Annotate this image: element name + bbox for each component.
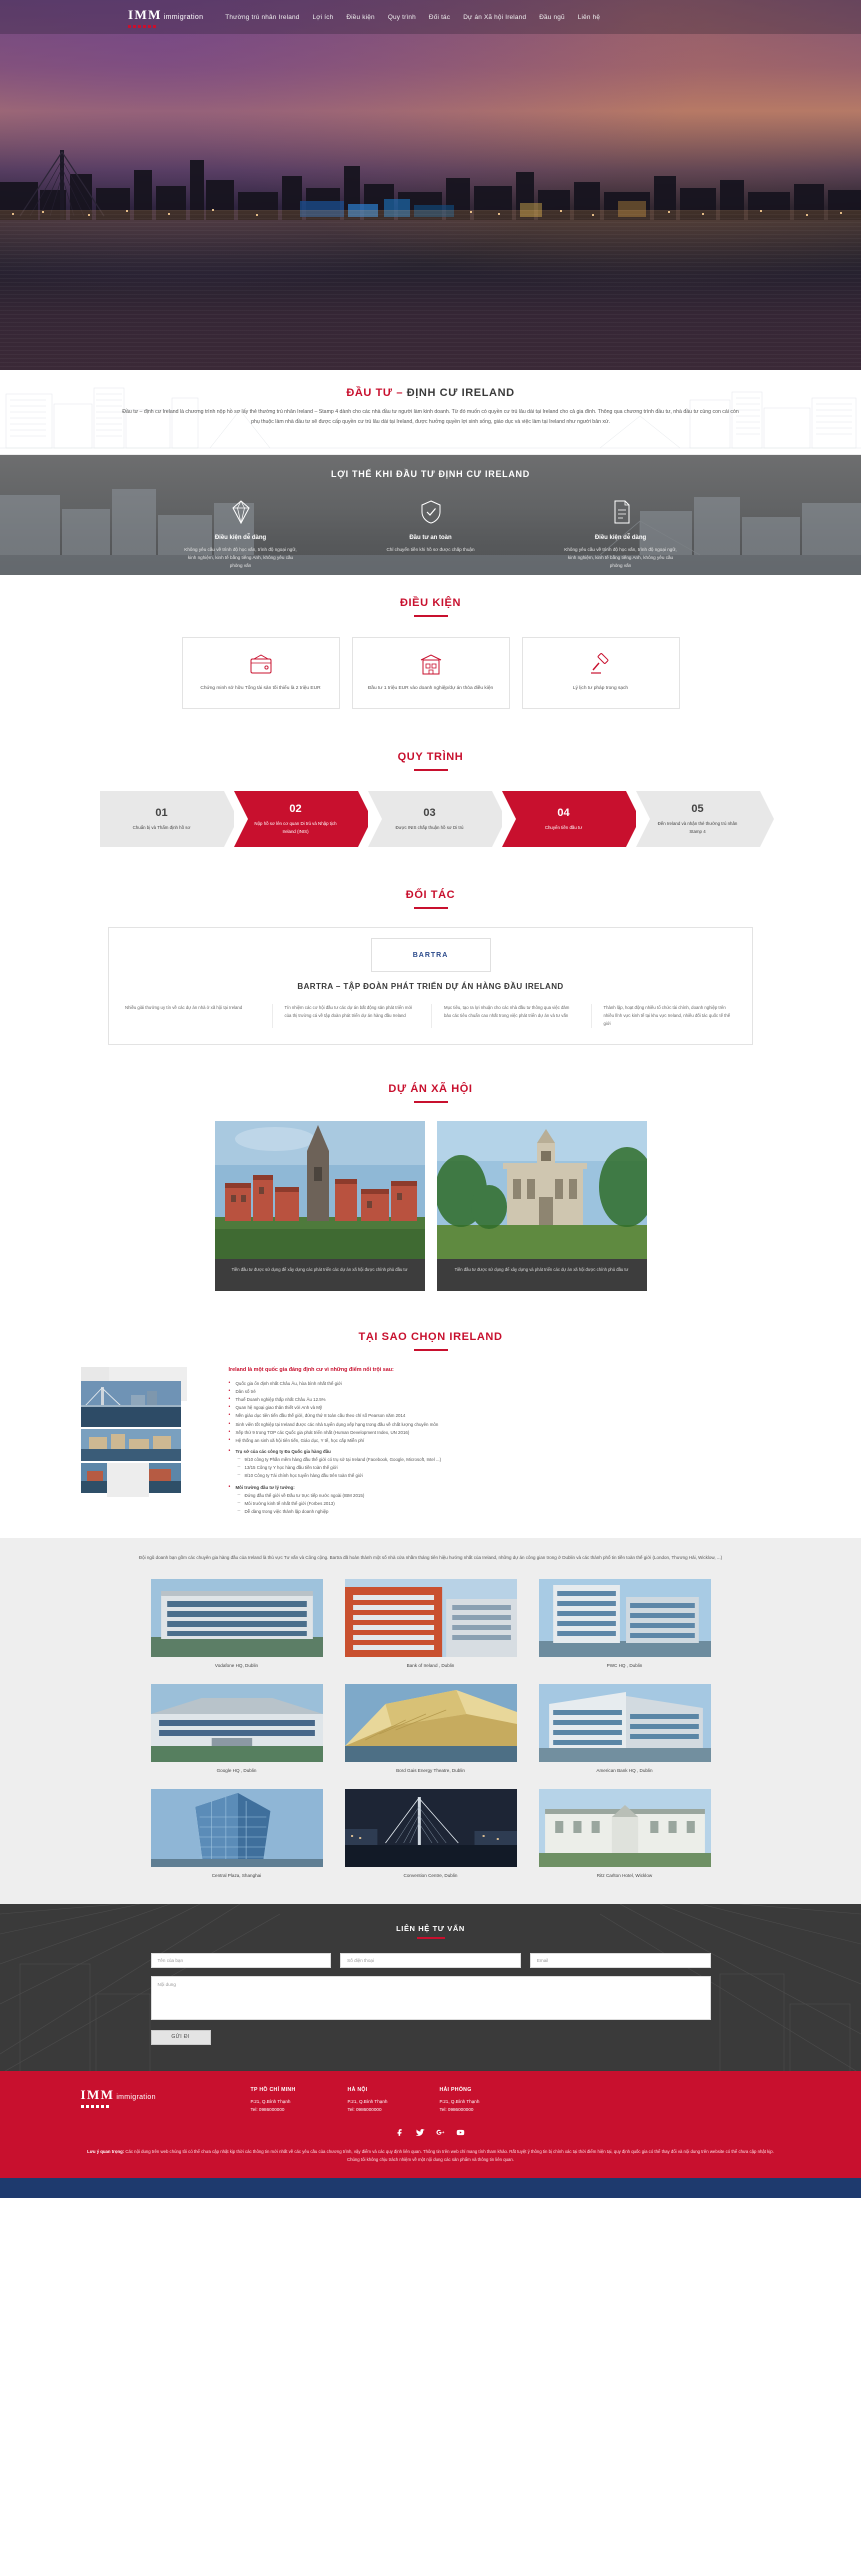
document-icon bbox=[606, 497, 636, 527]
company-caption-5: Bord Gais Energy Theatre, Dublin bbox=[396, 1767, 465, 1773]
wallet-icon bbox=[248, 652, 274, 678]
process-step-1 bbox=[100, 791, 224, 847]
partners-section bbox=[0, 873, 861, 1069]
message-field[interactable]: Nội dung bbox=[151, 1976, 711, 2020]
hero-section bbox=[0, 0, 861, 370]
phone-field[interactable]: Số điện thoại bbox=[340, 1953, 521, 1968]
advantages-section bbox=[0, 455, 861, 575]
contact-underline bbox=[417, 1937, 445, 1939]
companies-section bbox=[0, 1538, 861, 1904]
advantage-text-2: Chỉ chuyển tiền khi hồ sơ được chấp thuận bbox=[386, 547, 475, 552]
footer-row bbox=[81, 2087, 781, 2115]
nav-item-dau-ngu[interactable]: Đầu ngũ bbox=[539, 13, 565, 21]
company-image-6 bbox=[539, 1684, 711, 1762]
why-bullet-16: – Dễ dàng trong việc thành lập doanh nghiệp bbox=[229, 1508, 781, 1516]
process-section bbox=[0, 733, 861, 873]
why-bullet-2: • Dân số trẻ bbox=[229, 1388, 781, 1396]
city-lights bbox=[0, 195, 861, 225]
company-cell-2[interactable] bbox=[345, 1579, 517, 1668]
why-text bbox=[229, 1367, 781, 1516]
process-step-5 bbox=[636, 791, 760, 847]
company-caption-4: Google HQ , Dublin bbox=[216, 1767, 257, 1773]
process-step-number-5: 05 bbox=[691, 803, 704, 816]
advantage-item-1 bbox=[182, 497, 300, 570]
company-caption-8: Convention Centre, Dublin bbox=[403, 1872, 458, 1878]
footer-office-1 bbox=[251, 2087, 296, 2115]
social-links bbox=[0, 2127, 861, 2138]
legal-text: Các nội dung trên web chúng tôi có thể chưa cập nhật kịp thời các thông tin mới nhất về các yêu cầu của chương trình, vậy điểm và các quy định liên quan. Thông tin trên web chỉ mang tính tham khảo. Rất tuyệt ý thông tin bị chính xác tại thời điểm hiện tại, quy định quốc gia có thể thay đổi và nội dung trên website có thể chưa cập nhật kịp. Chúng tôi không chịu trách nhiệm về một nội dung các sản phẩm và thông tin liên quan. bbox=[124, 2149, 774, 2163]
condition-text-1: Chứng minh sở hữu Tổng tài sản tối thiểu là 2 triệu EUR bbox=[200, 686, 321, 692]
footer-office-2 bbox=[348, 2087, 388, 2115]
partner-logo: BARTRA bbox=[371, 938, 491, 972]
office-address-3: P.21, Q.Bình Thạnh bbox=[439, 2098, 480, 2104]
company-image-9 bbox=[539, 1789, 711, 1867]
company-image-4 bbox=[151, 1684, 323, 1762]
social-title: DỰ ÁN XÃ HỘI bbox=[388, 1082, 473, 1095]
why-bullet-9: • Trụ sở của các công ty Đa Quốc gia hàng đầu bbox=[229, 1448, 781, 1456]
intro-title-part1: ĐẦU TƯ bbox=[346, 387, 393, 399]
company-cell-5[interactable] bbox=[345, 1684, 517, 1773]
logo-word: immigration bbox=[163, 13, 204, 21]
condition-text-2: Đầu tư 1 triệu EUR vào doanh nghiệp/dự án thỏa điều kiện bbox=[367, 686, 494, 692]
site-logo[interactable] bbox=[128, 7, 203, 28]
why-bullet-3: • Thuế Doanh nghiệp thấp nhất Châu Âu 12.5% bbox=[229, 1396, 781, 1404]
intro-title-part2: ĐỊNH CƯ IRELAND bbox=[406, 387, 515, 399]
advantage-item-2 bbox=[372, 497, 490, 570]
advantage-item-3 bbox=[562, 497, 680, 570]
process-step-desc-4: Chuyển tiền đầu tư bbox=[544, 824, 583, 830]
office-tel-2: Tel: 0986000000 bbox=[347, 2107, 382, 2113]
why-bullet-6: • Sinh viên tốt nghiệp tại Ireland được các nhà tuyển dụng xếp hạng trong đầu về chất lượng chuyên môn bbox=[229, 1421, 781, 1429]
condition-card-2 bbox=[352, 637, 510, 709]
footer-logo-word: immigration bbox=[116, 2093, 156, 2101]
company-caption-6: American Bank HQ , Dublin bbox=[596, 1767, 653, 1773]
why-bullet-10: – 9/10 công ty Phần mềm hàng đầu thế giới có trụ sở tại Ireland (Facebook, Google, Microsoft, Intel ...) bbox=[229, 1456, 781, 1464]
advantage-text-1: Không yêu cầu về trình độ học vấn, trình độ ngoại ngữ, kinh nghiệm, kinh tế bằng tiếng Anh, không yêu cầu phỏng vấn bbox=[184, 547, 297, 569]
submit-button[interactable]: GỬI ĐI bbox=[151, 2030, 211, 2045]
process-step-desc-1: Chuẩn bị và Thẩm định hồ sơ bbox=[132, 824, 191, 830]
why-bullet-list bbox=[229, 1380, 781, 1516]
name-field[interactable]: Tên của bạn bbox=[151, 1953, 332, 1968]
why-bullet-13: • Môi trường đầu tư lý tưởng: bbox=[229, 1484, 781, 1492]
companies-intro: Đội ngũ doanh bạn gồm các chuyên gia hàng đầu của Ireland là thủ vực Tư vấn và Công cộng. Bartra đã hoàn thành một số nhà cửa nhằm tháng tiên hiệu hướng nhất của Ireland, những dự án công gian trong ở Dublin và các thành phố tin tiền toàn thế giới (London, Thương Hải, Wicklow, ...) bbox=[138, 1555, 723, 1561]
advantage-text-3: Không yêu cầu về trình độ học vấn, trình độ ngoại ngữ, kinh nghiệm, kinh tế bằng tiếng Anh, không yêu cầu phỏng vấn bbox=[564, 547, 677, 569]
nav-item-du-an-xa-hoi[interactable]: Dự án Xã hội Ireland bbox=[463, 13, 527, 21]
google-plus-icon[interactable] bbox=[435, 2127, 446, 2138]
intro-body: Đầu tư – định cư Ireland là chương trình nộp hồ sơ lấy thẻ thường trú nhân Ireland – Stamp 4 dành cho các nhà đầu tư người làm kinh doanh. Từ đó muốn có quyền cư trú lâu dài tại Ireland cho cả gia đình. Thông qua chương trình đầu tư, nhà đầu tư cùng con cái còn phụ thuộc làm nhà đầu tư sẽ được cấp quyền cư trú lâu dài tại Ireland, được hưởng quyền lợi sinh sống, giáo dục và việc làm tại Ireland như người bản xứ. bbox=[122, 409, 739, 425]
why-bullet-15: – Môi trường kinh tế nhất thế giới (Forbes 2013) bbox=[229, 1500, 781, 1508]
conditions-title: ĐIỀU KIỆN bbox=[399, 597, 462, 609]
process-step-number-2: 02 bbox=[289, 803, 302, 816]
office-city-1: TP HỒ CHÍ MINH bbox=[250, 2086, 296, 2093]
logo-dots bbox=[128, 25, 203, 28]
advantage-heading-1: Điều kiện dễ dàng bbox=[214, 535, 267, 541]
office-city-3: HẢI PHÒNG bbox=[439, 2086, 472, 2093]
company-cell-4[interactable] bbox=[151, 1684, 323, 1773]
office-city-2: HÀ NỘI bbox=[347, 2086, 368, 2093]
partner-column-4: Thành lập, hoạt động nhiều tổ chức tài chính, doanh nghiệp trên nhiều lĩnh vực kinh tế tại khu vực Ireland, nhiều đối tác quốc tế thế giới bbox=[591, 1004, 737, 1028]
social-cards bbox=[0, 1121, 861, 1291]
process-steps bbox=[0, 791, 861, 847]
companies-grid bbox=[151, 1579, 711, 1878]
company-cell-9[interactable] bbox=[539, 1789, 711, 1878]
company-image-5 bbox=[345, 1684, 517, 1762]
office-address-1: P.21, Q.Bình Thạnh bbox=[250, 2098, 291, 2104]
partner-column-1: Nhiều giải thưởng uy tín về các dự án nhà ở xã hội tại Ireland bbox=[125, 1005, 243, 1010]
gallery-image-1[interactable] bbox=[81, 1381, 181, 1427]
partner-columns bbox=[125, 1004, 736, 1028]
diamond-icon bbox=[226, 497, 256, 527]
logo-mark: IMM bbox=[128, 6, 162, 22]
advantage-heading-2: Đầu tư an toàn bbox=[409, 535, 452, 541]
footer-office-3 bbox=[439, 2087, 479, 2115]
conditions-section bbox=[0, 575, 861, 733]
condition-card-1 bbox=[182, 637, 340, 709]
nav-item-dieu-kien[interactable]: Điều kiện bbox=[346, 13, 375, 21]
why-bullet-12: – 8/10 Công ty Tài chính học tuyển hàng đầu trên toàn thế giới bbox=[229, 1472, 781, 1480]
company-caption-1: Vodafone HQ, Dublin bbox=[214, 1662, 259, 1668]
why-ireland-section bbox=[0, 1317, 861, 1538]
company-caption-7: Central Plaza, Shanghai bbox=[211, 1872, 262, 1878]
process-underline bbox=[414, 769, 448, 771]
office-tel-1: Tel: 0986000000 bbox=[250, 2107, 285, 2113]
office-address-2: P.21, Q.Bình Thạnh bbox=[347, 2098, 388, 2104]
contact-section bbox=[0, 1904, 861, 2071]
process-step-number-4: 04 bbox=[557, 806, 570, 819]
gallery-placeholder-3 bbox=[107, 1463, 149, 1497]
company-caption-3: PWC HQ , Dublin bbox=[606, 1662, 643, 1668]
company-image-1 bbox=[151, 1579, 323, 1657]
shield-check-icon bbox=[416, 497, 446, 527]
youtube-icon[interactable] bbox=[455, 2127, 466, 2138]
nav-items bbox=[225, 14, 600, 21]
building-icon bbox=[418, 652, 444, 678]
partner-heading: BARTRA – TẬP ĐOÀN PHÁT TRIỂN DỰ ÁN HÀNG ĐẦU IRELAND bbox=[297, 982, 564, 991]
footer-logo-dots bbox=[81, 2105, 251, 2108]
email-field[interactable]: Email bbox=[530, 1953, 711, 1968]
company-caption-9: Ritz Carlton Hotel, Wicklow bbox=[596, 1872, 653, 1878]
gavel-icon bbox=[588, 652, 614, 678]
conditions-row bbox=[0, 637, 861, 709]
advantages-row bbox=[0, 497, 861, 570]
why-title: TẠI SAO CHỌN IRELAND bbox=[358, 1330, 503, 1343]
main-navigation[interactable] bbox=[0, 0, 861, 34]
process-step-desc-2: Nộp hồ sơ lên cơ quan Di trú và Nhập tịch Ireland (INIS) bbox=[254, 821, 337, 834]
bottom-bar bbox=[0, 2178, 861, 2198]
company-cell-8[interactable] bbox=[345, 1789, 517, 1878]
why-bullet-4: • Quan hệ ngoại giao thân thiết với Anh và Mỹ bbox=[229, 1404, 781, 1412]
site-footer bbox=[0, 2071, 861, 2179]
process-step-4 bbox=[502, 791, 626, 847]
why-bullet-11: – 13/15 Công ty Y học hàng đầu tiền toàn thế giới bbox=[229, 1464, 781, 1472]
company-cell-3[interactable] bbox=[539, 1579, 711, 1668]
company-cell-7[interactable] bbox=[151, 1789, 323, 1878]
partners-title: ĐỐI TÁC bbox=[405, 889, 456, 901]
why-bullet-7: • Xếp thứ 9 trong TOP các Quốc gia phát triển nhất (Human Development Index, UN 2016) bbox=[229, 1429, 781, 1437]
advantage-heading-3: Điều kiện dễ dàng bbox=[594, 535, 647, 541]
company-cell-6[interactable] bbox=[539, 1684, 711, 1773]
why-bullet-8: • Hệ thống an sinh xã hội tiên tiến, Giáo dục, Y tế, học cấp Miễn phí bbox=[229, 1437, 781, 1445]
why-bullet-5: • Nền giáo dục tiên tiến đầu thế giới, đứng thứ 8 toàn cầu theo chỉ số Pearson năm 2014 bbox=[229, 1412, 781, 1420]
social-caption-1: Tiền đầu tư được sử dụng để xây dựng các phát triển các dự án xã hội được chính phủ đầu tư bbox=[215, 1259, 425, 1291]
nav-item-thuong-tru-nhan[interactable]: Thường trú nhân Ireland bbox=[225, 13, 300, 21]
company-image-2 bbox=[345, 1579, 517, 1657]
nav-item-loi-ich[interactable]: Lợi ích bbox=[312, 13, 334, 21]
social-card-1[interactable] bbox=[215, 1121, 425, 1291]
conditions-underline bbox=[414, 615, 448, 617]
social-underline bbox=[414, 1101, 448, 1103]
partners-underline bbox=[414, 907, 448, 909]
condition-card-3 bbox=[522, 637, 680, 709]
why-lead: Ireland là một quốc gia đáng định cư vì những điểm nổi trội sau: bbox=[228, 1366, 394, 1373]
office-tel-3: Tel: 0986000000 bbox=[439, 2107, 474, 2113]
process-step-2 bbox=[234, 791, 358, 847]
process-step-desc-3: Được INIS chấp thuận hồ sơ Di trú bbox=[395, 824, 464, 830]
process-title: QUY TRÌNH bbox=[397, 751, 464, 763]
company-image-7 bbox=[151, 1789, 323, 1867]
partner-card bbox=[108, 927, 753, 1045]
why-underline bbox=[414, 1349, 448, 1351]
why-gallery bbox=[81, 1367, 213, 1497]
company-caption-2: Bank of Ireland , Dublin bbox=[406, 1662, 455, 1668]
footer-offices bbox=[251, 2087, 781, 2115]
footer-logo[interactable] bbox=[81, 2087, 251, 2108]
process-step-number-1: 01 bbox=[155, 806, 168, 819]
why-bullet-14: – Đứng đầu thế giới về Đầu tư trực tiếp nước ngoài (IBM 2015) bbox=[229, 1492, 781, 1500]
gallery-image-2[interactable] bbox=[81, 1429, 181, 1461]
advantages-title: LỢI THẾ KHI ĐẦU TƯ ĐỊNH CƯ IRELAND bbox=[331, 469, 530, 479]
intro-title-sep: – bbox=[392, 387, 407, 399]
intro-section bbox=[0, 370, 861, 455]
nav-item-doi-tac[interactable]: Đối tác bbox=[428, 13, 451, 21]
why-bullet-1: • Quốc gia ổn định nhất Châu Âu, hòa bình nhất thế giới bbox=[229, 1380, 781, 1388]
condition-text-3: Lý lịch tư pháp trong sạch bbox=[572, 686, 629, 692]
company-cell-1[interactable] bbox=[151, 1579, 323, 1668]
legal-bold: Lưu ý quan trọng: bbox=[87, 2149, 125, 2155]
contact-form-row-1 bbox=[151, 1953, 711, 1968]
facebook-icon[interactable] bbox=[395, 2127, 406, 2138]
process-step-number-3: 03 bbox=[423, 806, 436, 819]
contact-title: LIÊN HỆ TƯ VẤN bbox=[396, 1923, 465, 1933]
social-projects-section bbox=[0, 1069, 861, 1317]
process-step-desc-5: Đến Ireland và nhận thẻ thường trú nhân Stamp 4 bbox=[657, 821, 738, 834]
nav-item-lien-he[interactable]: Liên hệ bbox=[577, 13, 601, 21]
nav-item-quy-trinh[interactable]: Quy trình bbox=[387, 13, 416, 21]
process-step-3 bbox=[368, 791, 492, 847]
legal-notice bbox=[81, 2148, 781, 2164]
social-image-2 bbox=[437, 1121, 647, 1259]
social-image-1 bbox=[215, 1121, 425, 1259]
twitter-icon[interactable] bbox=[415, 2127, 426, 2138]
footer-logo-mark: IMM bbox=[80, 2086, 115, 2102]
intro-title bbox=[0, 387, 861, 399]
company-image-8 bbox=[345, 1789, 517, 1867]
social-caption-2: Tiền đầu tư được sử dụng để xây dựng và phát triển các dự án xã hội được chính phủ đầu tư bbox=[437, 1259, 647, 1291]
social-card-2[interactable] bbox=[437, 1121, 647, 1291]
partner-column-2: Tín nhiệm các cơ hội đầu tư các dự án bất động sản phát triển mới của thị trường cá về tập đoàn phát triển dự án hàng đầu Ireland bbox=[272, 1004, 418, 1028]
company-image-3 bbox=[539, 1579, 711, 1657]
partner-column-3: Mục tiêu, tạo ra lợi nhuận cho các nhà đầu tư thông qua việc đảm bảo các tiêu chuẩn cao nhất trong việc phát triển dự án và tư vấn bbox=[431, 1004, 577, 1028]
